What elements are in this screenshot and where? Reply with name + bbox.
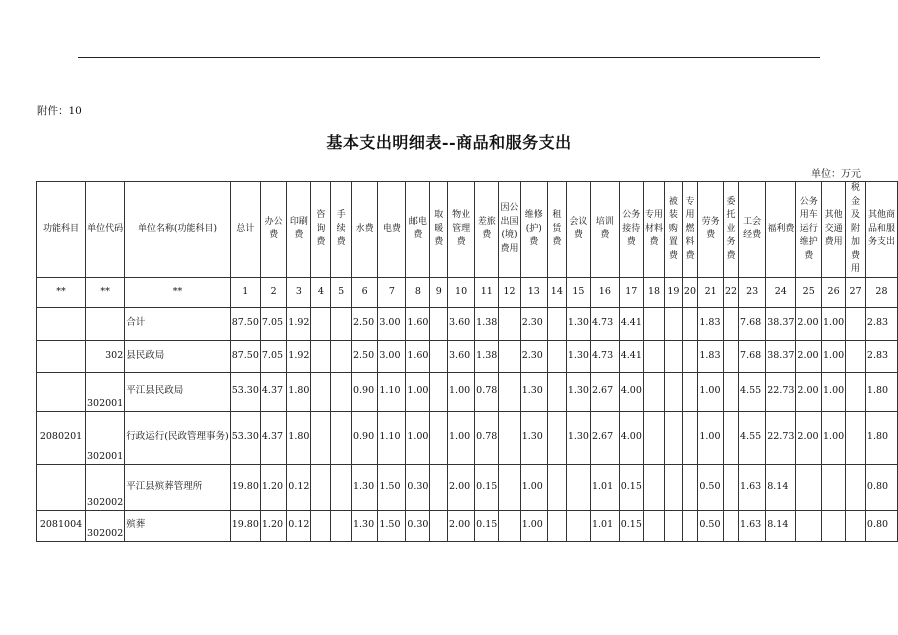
column-header: 物业管理费	[448, 182, 475, 278]
unit-name-cell: 平江县民政局	[125, 372, 230, 411]
value-cell: 1.00	[406, 411, 430, 464]
value-cell: 1.83	[698, 307, 724, 340]
value-cell: 1.00	[520, 464, 547, 510]
value-cell	[499, 307, 520, 340]
value-cell: 0.50	[698, 510, 724, 541]
value-cell: 1.20	[260, 464, 286, 510]
column-index: 9	[430, 277, 448, 307]
value-cell: 1.30	[566, 411, 590, 464]
header-rule	[78, 57, 820, 58]
column-header: 维修(护)费	[520, 182, 547, 278]
value-cell: 38.37	[766, 307, 796, 340]
value-cell	[430, 340, 448, 372]
value-cell	[499, 510, 520, 541]
column-header: 电费	[378, 182, 406, 278]
value-cell: 0.78	[475, 372, 499, 411]
value-cell: 7.68	[739, 307, 766, 340]
column-index: 18	[643, 277, 664, 307]
value-cell	[682, 340, 698, 372]
value-cell: 0.80	[865, 510, 897, 541]
value-cell: 1.60	[406, 340, 430, 372]
column-index: 5	[331, 277, 352, 307]
column-index: 17	[619, 277, 643, 307]
column-index: 24	[766, 277, 796, 307]
value-cell: 0.30	[406, 464, 430, 510]
column-index: 6	[351, 277, 377, 307]
column-header: 专用材料费	[643, 182, 664, 278]
column-header: 委托业务费	[723, 182, 738, 278]
value-cell: 22.73	[766, 411, 796, 464]
value-cell	[723, 340, 738, 372]
value-cell: 3.60	[448, 340, 475, 372]
unit-code-cell: 302001	[86, 411, 125, 464]
value-cell	[430, 411, 448, 464]
unit-label: 单位：万元	[811, 169, 861, 180]
column-header: 公务接待费	[619, 182, 643, 278]
value-cell	[311, 372, 331, 411]
value-cell: 1.30	[520, 411, 547, 464]
value-cell: 2.67	[590, 372, 619, 411]
value-cell: 53.30	[230, 411, 260, 464]
function-code-cell	[37, 464, 86, 510]
value-cell	[665, 464, 682, 510]
function-code-cell	[37, 307, 86, 340]
column-index: 26	[822, 277, 846, 307]
value-cell	[311, 411, 331, 464]
value-cell: 1.00	[822, 340, 846, 372]
value-cell	[547, 307, 566, 340]
value-cell: 2.00	[448, 464, 475, 510]
unit-code-cell: 302	[86, 340, 125, 372]
value-cell: 2.30	[520, 307, 547, 340]
column-header: 福利费	[766, 182, 796, 278]
unit-name-cell: 行政运行(民政管理事务)	[125, 411, 230, 464]
column-index: 14	[547, 277, 566, 307]
value-cell: 53.30	[230, 372, 260, 411]
value-cell	[311, 464, 331, 510]
value-cell	[311, 340, 331, 372]
value-cell	[499, 340, 520, 372]
value-cell: 0.12	[287, 464, 311, 510]
value-cell: 1.00	[822, 372, 846, 411]
value-cell	[643, 464, 664, 510]
column-index: 8	[406, 277, 430, 307]
value-cell	[566, 464, 590, 510]
value-cell: 22.73	[766, 372, 796, 411]
value-cell: 0.15	[619, 464, 643, 510]
value-cell: 2.00	[796, 372, 822, 411]
value-cell: 1.30	[351, 464, 377, 510]
column-header: 办公费	[260, 182, 286, 278]
value-cell: 1.30	[520, 372, 547, 411]
value-cell	[430, 372, 448, 411]
column-header: 因公出国(境)费用	[499, 182, 520, 278]
column-header: 取暖费	[430, 182, 448, 278]
column-index: **	[125, 277, 230, 307]
value-cell	[846, 340, 866, 372]
unit-name-cell: 平江县殡葬管理所	[125, 464, 230, 510]
column-index: 1	[230, 277, 260, 307]
column-header: 总计	[230, 182, 260, 278]
value-cell: 1.20	[260, 510, 286, 541]
value-cell	[723, 411, 738, 464]
value-cell	[331, 307, 352, 340]
column-index: **	[86, 277, 125, 307]
value-cell	[822, 510, 846, 541]
value-cell: 19.80	[230, 464, 260, 510]
value-cell: 1.80	[287, 372, 311, 411]
value-cell	[643, 372, 664, 411]
value-cell	[643, 510, 664, 541]
value-cell: 4.55	[739, 411, 766, 464]
attachment-label: 附件：10	[37, 105, 82, 117]
value-cell: 0.15	[619, 510, 643, 541]
value-cell: 1.30	[566, 340, 590, 372]
column-index: 13	[520, 277, 547, 307]
value-cell	[643, 340, 664, 372]
unit-name-cell: 合计	[125, 307, 230, 340]
value-cell: 87.50	[230, 340, 260, 372]
value-cell	[331, 411, 352, 464]
column-index: 25	[796, 277, 822, 307]
value-cell: 1.63	[739, 464, 766, 510]
value-cell	[547, 340, 566, 372]
value-cell: 1.92	[287, 340, 311, 372]
value-cell: 0.90	[351, 372, 377, 411]
value-cell	[682, 464, 698, 510]
value-cell: 0.78	[475, 411, 499, 464]
column-header: 劳务费	[698, 182, 724, 278]
value-cell	[665, 307, 682, 340]
table-body	[37, 182, 898, 542]
column-header: 邮电费	[406, 182, 430, 278]
value-cell	[846, 464, 866, 510]
value-cell: 1.01	[590, 464, 619, 510]
table-row	[37, 307, 898, 340]
column-index: 2	[260, 277, 286, 307]
function-code-cell	[37, 372, 86, 411]
column-header: 单位名称(功能科目)	[125, 182, 230, 278]
unit-code-cell	[86, 307, 125, 340]
value-cell: 2.83	[865, 340, 897, 372]
value-cell: 2.30	[520, 340, 547, 372]
value-cell: 8.14	[766, 464, 796, 510]
column-index: 21	[698, 277, 724, 307]
table-row	[37, 340, 898, 372]
value-cell: 7.68	[739, 340, 766, 372]
function-code-cell: 2080201	[37, 411, 86, 464]
value-cell: 0.15	[475, 464, 499, 510]
column-index: 4	[311, 277, 331, 307]
column-header: 公务用车运行维护费	[796, 182, 822, 278]
value-cell	[547, 411, 566, 464]
column-header: 印刷费	[287, 182, 311, 278]
value-cell	[331, 340, 352, 372]
value-cell	[665, 340, 682, 372]
value-cell: 4.41	[619, 340, 643, 372]
unit-code-cell: 302001	[86, 372, 125, 411]
column-index: 16	[590, 277, 619, 307]
table-row	[37, 464, 898, 510]
value-cell: 2.83	[865, 307, 897, 340]
value-cell: 4.73	[590, 340, 619, 372]
column-index: 28	[865, 277, 897, 307]
table-row	[37, 411, 898, 464]
column-header: 咨询费	[311, 182, 331, 278]
column-header: 工会经费	[739, 182, 766, 278]
header-row	[37, 182, 898, 278]
value-cell: 1.30	[351, 510, 377, 541]
table-row	[37, 372, 898, 411]
value-cell: 2.50	[351, 340, 377, 372]
value-cell: 4.00	[619, 411, 643, 464]
value-cell	[682, 307, 698, 340]
value-cell: 1.00	[406, 372, 430, 411]
column-index: 7	[378, 277, 406, 307]
column-header: 其他商品和服务支出	[865, 182, 897, 278]
column-index: 3	[287, 277, 311, 307]
column-header: 手续费	[331, 182, 352, 278]
value-cell: 7.05	[260, 307, 286, 340]
value-cell: 0.15	[475, 510, 499, 541]
value-cell	[331, 372, 352, 411]
column-index: 11	[475, 277, 499, 307]
value-cell: 1.80	[287, 411, 311, 464]
value-cell: 7.05	[260, 340, 286, 372]
page-title: 基本支出明细表--商品和服务支出	[326, 133, 572, 152]
column-index: 23	[739, 277, 766, 307]
value-cell: 8.14	[766, 510, 796, 541]
column-header: 其他交通费用	[822, 182, 846, 278]
value-cell: 2.67	[590, 411, 619, 464]
unit-code-cell: 302002	[86, 464, 125, 510]
value-cell: 4.37	[260, 411, 286, 464]
value-cell: 0.12	[287, 510, 311, 541]
value-cell	[846, 510, 866, 541]
column-index: 15	[566, 277, 590, 307]
value-cell	[430, 307, 448, 340]
value-cell: 1.00	[520, 510, 547, 541]
value-cell	[311, 307, 331, 340]
value-cell: 0.90	[351, 411, 377, 464]
value-cell: 1.50	[378, 510, 406, 541]
value-cell: 1.92	[287, 307, 311, 340]
column-index: 10	[448, 277, 475, 307]
value-cell: 4.37	[260, 372, 286, 411]
value-cell: 2.00	[448, 510, 475, 541]
value-cell: 3.60	[448, 307, 475, 340]
value-cell	[723, 510, 738, 541]
value-cell	[682, 411, 698, 464]
column-header: 专用燃料费	[682, 182, 698, 278]
value-cell: 1.10	[378, 411, 406, 464]
value-cell	[331, 464, 352, 510]
value-cell: 0.80	[865, 464, 897, 510]
value-cell	[547, 372, 566, 411]
index-row	[37, 277, 898, 307]
column-header: 功能科目	[37, 182, 86, 278]
value-cell	[846, 372, 866, 411]
value-cell: 2.00	[796, 307, 822, 340]
value-cell	[665, 510, 682, 541]
column-index: 20	[682, 277, 698, 307]
value-cell: 19.80	[230, 510, 260, 541]
value-cell: 1.60	[406, 307, 430, 340]
value-cell	[796, 464, 822, 510]
value-cell	[723, 307, 738, 340]
unit-name-cell: 殡葬	[125, 510, 230, 541]
value-cell: 1.38	[475, 340, 499, 372]
value-cell: 1.80	[865, 411, 897, 464]
value-cell: 1.00	[698, 372, 724, 411]
column-index: **	[37, 277, 86, 307]
value-cell	[547, 464, 566, 510]
value-cell	[846, 411, 866, 464]
value-cell: 1.63	[739, 510, 766, 541]
value-cell	[682, 372, 698, 411]
column-index: 19	[665, 277, 682, 307]
value-cell: 1.80	[865, 372, 897, 411]
value-cell	[682, 510, 698, 541]
column-header: 税金及附加费用	[846, 182, 866, 278]
column-header: 单位代码	[86, 182, 125, 278]
unit-code-cell: 302002	[86, 510, 125, 541]
value-cell: 4.55	[739, 372, 766, 411]
value-cell: 1.01	[590, 510, 619, 541]
value-cell: 0.30	[406, 510, 430, 541]
value-cell: 1.50	[378, 464, 406, 510]
value-cell: 1.38	[475, 307, 499, 340]
value-cell: 4.00	[619, 372, 643, 411]
column-index: 27	[846, 277, 866, 307]
value-cell	[547, 510, 566, 541]
column-header: 被装购置费	[665, 182, 682, 278]
value-cell: 1.00	[698, 411, 724, 464]
value-cell	[430, 510, 448, 541]
column-index: 22	[723, 277, 738, 307]
value-cell: 1.00	[822, 411, 846, 464]
value-cell	[846, 307, 866, 340]
column-header: 租赁费	[547, 182, 566, 278]
value-cell: 2.50	[351, 307, 377, 340]
value-cell: 4.73	[590, 307, 619, 340]
value-cell: 87.50	[230, 307, 260, 340]
value-cell	[723, 464, 738, 510]
value-cell: 3.00	[378, 307, 406, 340]
value-cell	[822, 464, 846, 510]
column-index: 12	[499, 277, 520, 307]
function-code-cell	[37, 340, 86, 372]
value-cell: 2.00	[796, 411, 822, 464]
value-cell	[665, 372, 682, 411]
value-cell: 4.41	[619, 307, 643, 340]
column-header: 差旅费	[475, 182, 499, 278]
value-cell: 1.30	[566, 307, 590, 340]
function-code-cell: 2081004	[37, 510, 86, 541]
value-cell	[331, 510, 352, 541]
unit-name-cell: 县民政局	[125, 340, 230, 372]
value-cell: 38.37	[766, 340, 796, 372]
value-cell: 3.00	[378, 340, 406, 372]
value-cell	[643, 307, 664, 340]
value-cell	[311, 510, 331, 541]
column-header: 水费	[351, 182, 377, 278]
value-cell: 1.00	[448, 372, 475, 411]
value-cell: 1.10	[378, 372, 406, 411]
value-cell	[796, 510, 822, 541]
column-header: 培训费	[590, 182, 619, 278]
value-cell: 1.00	[448, 411, 475, 464]
value-cell	[499, 411, 520, 464]
value-cell	[499, 464, 520, 510]
value-cell: 1.30	[566, 372, 590, 411]
value-cell	[499, 372, 520, 411]
value-cell	[643, 411, 664, 464]
value-cell: 2.00	[796, 340, 822, 372]
column-header: 会议费	[566, 182, 590, 278]
expenditure-table	[36, 181, 898, 542]
value-cell	[430, 464, 448, 510]
table-row	[37, 510, 898, 541]
value-cell	[723, 372, 738, 411]
value-cell: 1.00	[822, 307, 846, 340]
value-cell: 0.50	[698, 464, 724, 510]
value-cell	[665, 411, 682, 464]
value-cell	[566, 510, 590, 541]
value-cell: 1.83	[698, 340, 724, 372]
